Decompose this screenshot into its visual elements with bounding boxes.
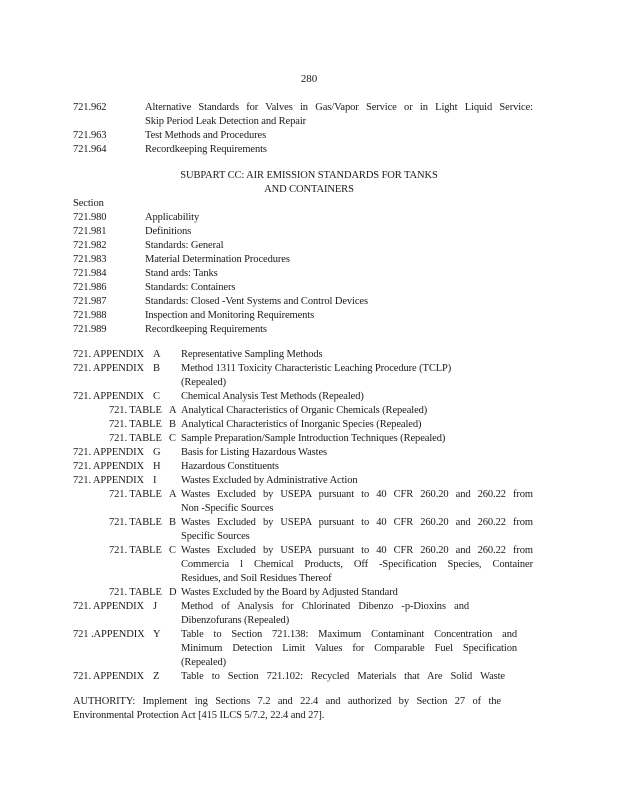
appendix-title: Representative Sampling Methods — [181, 349, 323, 360]
section-title: Inspection and Monitoring Requirements — [145, 310, 315, 321]
appendix-title: Table to Section 721.138: Maximum Contaminant Concentration and — [181, 629, 517, 640]
appendix-title: Hazardous Constituents — [181, 461, 279, 472]
appendix-letter: B — [153, 363, 160, 374]
table-letter: C — [169, 433, 176, 444]
table-letter: D — [169, 587, 177, 598]
section-title: Stand ards: Tanks — [145, 268, 218, 279]
appendix-label: 721 .APPENDIX — [73, 629, 145, 640]
appendix-letter: Y — [153, 629, 161, 640]
table-title: Wastes Excluded by the Board by Adjusted Standard — [181, 587, 398, 598]
appendix-letter: A — [153, 349, 161, 360]
appendix-title: Method 1311 Toxicity Characteristic Leaching Procedure (TCLP) — [181, 363, 452, 374]
appendix-letter: G — [153, 447, 161, 458]
appendix-title: Table to Section 721.102: Recycled Materials that Are Solid Waste — [181, 671, 505, 682]
appendix-letter: H — [153, 461, 161, 472]
section-number: 721.981 — [73, 226, 107, 237]
appendix-letter: Z — [153, 671, 160, 682]
section-title: Recordkeeping Requirements — [145, 144, 267, 155]
table-letter: B — [169, 419, 176, 430]
authority-line1: AUTHORITY: Implement ing Sections 7.2 and 22.4 and authorized by Section 27 of the — [73, 696, 501, 707]
subpart-heading-line1: SUBPART CC: AIR EMISSION STANDARDS FOR TANKS — [180, 170, 438, 181]
appendix-title-cont: (Repealed) — [181, 377, 227, 388]
appendix-title: Method of Analysis for Chlorinated Dibenzo -p-Dioxins and — [181, 601, 469, 612]
appendix-letter: C — [153, 391, 160, 402]
subpart-heading-line2: AND CONTAINERS — [264, 184, 354, 195]
table-title-cont: Commercia l Chemical Products, Off -Specification Species, Container — [181, 559, 533, 570]
table-label: 721. TABLE — [109, 587, 162, 598]
section-title-cont: Skip Period Leak Detection and Repair — [145, 116, 307, 127]
section-number: 721.988 — [73, 310, 107, 321]
section-title: Test Methods and Procedures — [145, 130, 267, 141]
section-number: 721.984 — [73, 268, 107, 279]
section-title: Standards: Closed -Vent Systems and Control Devices — [145, 296, 368, 307]
appendix-title: Basis for Listing Hazardous Wastes — [181, 447, 328, 458]
table-label: 721. TABLE — [109, 405, 162, 416]
appendix-label: 721. APPENDIX — [73, 601, 145, 612]
appendix-label: 721. APPENDIX — [73, 363, 145, 374]
section-number: 721.989 — [73, 324, 107, 335]
appendix-label: 721. APPENDIX — [73, 461, 145, 472]
section-label: Section — [73, 198, 104, 209]
table-label: 721. TABLE — [109, 545, 162, 556]
appendix-letter: J — [153, 601, 157, 612]
section-title: Material Determination Procedures — [145, 254, 290, 265]
table-title: Wastes Excluded by USEPA pursuant to 40 CFR 260.20 and 260.22 from — [181, 545, 533, 556]
appendix-label: 721. APPENDIX — [73, 349, 145, 360]
section-title: Applicability — [145, 212, 200, 223]
appendix-title-cont: (Repealed) — [181, 657, 227, 668]
section-number: 721.963 — [73, 130, 107, 141]
appendix-label: 721. APPENDIX — [73, 447, 145, 458]
table-label: 721. TABLE — [109, 419, 162, 430]
section-number: 721.962 — [73, 102, 107, 113]
table-title: Wastes Excluded by USEPA pursuant to 40 CFR 260.20 and 260.22 from — [181, 517, 533, 528]
table-letter: C — [169, 545, 176, 556]
table-title: Sample Preparation/Sample Introduction Techniques (Repealed) — [181, 433, 446, 444]
appendix-label: 721. APPENDIX — [73, 475, 145, 486]
table-label: 721. TABLE — [109, 517, 162, 528]
table-title-cont: Specific Sources — [181, 531, 250, 542]
table-label: 721. TABLE — [109, 433, 162, 444]
table-label: 721. TABLE — [109, 489, 162, 500]
appendix-title: Wastes Excluded by Administrative Action — [181, 475, 358, 486]
appendix-label: 721. APPENDIX — [73, 391, 145, 402]
section-number: 721.987 — [73, 296, 107, 307]
section-title: Recordkeeping Requirements — [145, 324, 267, 335]
appendix-label: 721. APPENDIX — [73, 671, 145, 682]
page-number: 280 — [300, 73, 318, 85]
section-number: 721.982 — [73, 240, 107, 251]
section-number: 721.980 — [73, 212, 107, 223]
table-letter: B — [169, 517, 176, 528]
section-title: Standards: General — [145, 240, 224, 251]
section-number: 721.986 — [73, 282, 107, 293]
section-number: 721.964 — [73, 144, 107, 155]
appendix-title: Chemical Analysis Test Methods (Repealed) — [181, 391, 364, 402]
section-number: 721.983 — [73, 254, 107, 265]
section-title: Alternative Standards for Valves in Gas/Vapor Service or in Light Liquid Service: — [145, 102, 533, 113]
section-title: Standards: Containers — [145, 282, 236, 293]
authority-line2: Environmental Protection Act [415 ILCS 5/7.2, 22.4 and 27]. — [73, 710, 325, 721]
table-title: Analytical Characteristics of Inorganic Species (Repealed) — [181, 419, 422, 430]
table-title: Wastes Excluded by USEPA pursuant to 40 CFR 260.20 and 260.22 from — [181, 489, 533, 500]
table-letter: A — [169, 489, 177, 500]
appendix-title-cont: Minimum Detection Limit Values for Comparable Fuel Specification — [181, 643, 517, 654]
table-letter: A — [169, 405, 177, 416]
table-title: Analytical Characteristics of Organic Chemicals (Repealed) — [181, 405, 428, 416]
appendix-title-cont: Dibenzofurans (Repealed) — [181, 615, 290, 626]
table-title-cont: Non -Specific Sources — [181, 503, 274, 514]
section-title: Definitions — [145, 226, 192, 237]
table-title-cont: Residues, and Soil Residues Thereof — [181, 573, 332, 584]
appendix-letter: I — [153, 475, 157, 486]
